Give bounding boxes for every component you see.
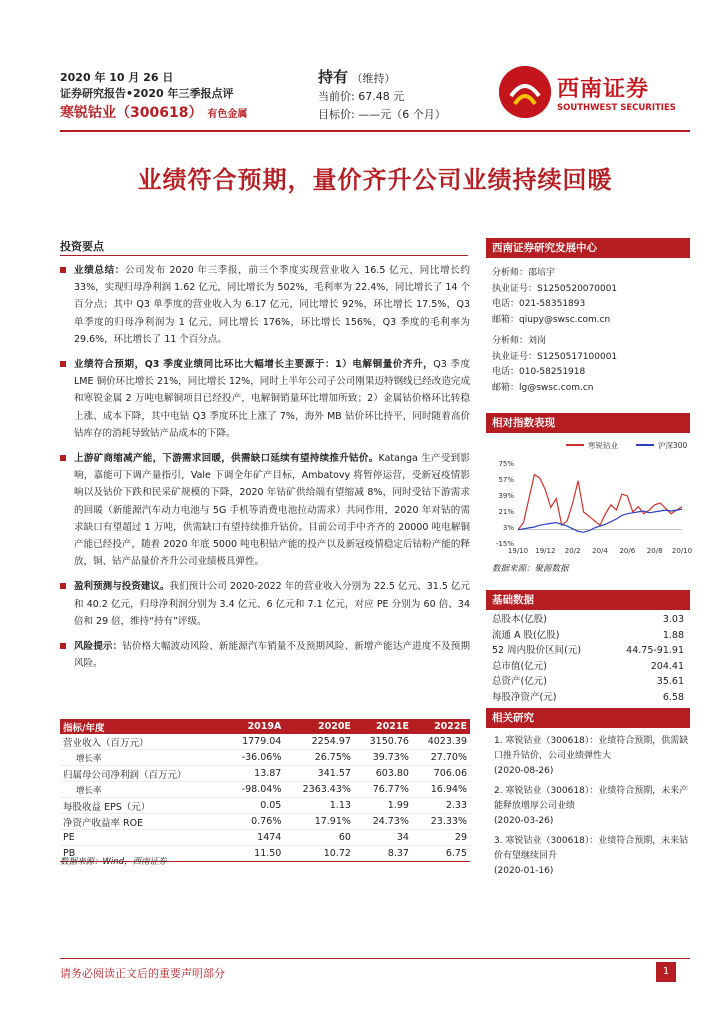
- y-tick-label: 21%: [498, 508, 514, 516]
- header-divider: [60, 130, 690, 132]
- x-tick-label: 19/10: [507, 547, 529, 555]
- research-item[interactable]: 3. 寒锐钴业（300618）：业绩符合预期，未来钴价有望继续回升 (2020-01-16): [494, 836, 689, 876]
- sidebar-index: [486, 413, 693, 574]
- table-row: 营业收入（百万元） 1779.04 2254.97 3150.76 4023.39: [60, 734, 470, 750]
- x-tick-label: 20/4: [592, 547, 608, 555]
- basic-data-row: 总资产(亿元) 35.61: [492, 676, 684, 687]
- report-meta: [60, 70, 247, 123]
- y-tick-label: -15%: [495, 540, 514, 548]
- x-tick-label: 20/6: [619, 547, 636, 555]
- x-tick-label: 20/10: [671, 547, 693, 555]
- logo-en: SOUTHWEST SECURITIES: [557, 103, 676, 113]
- analyst-2: 分析师：刘岗 执业证号：S1250517100001 电话：010-58251918 邮箱：lg@swsc.com.cn: [492, 336, 618, 393]
- table-row: 每股收益 EPS（元） 0.05 1.13 1.99 2.33: [60, 798, 470, 814]
- x-tick-label: 19/12: [535, 547, 556, 555]
- table-row: PE 1474 60 34 29: [60, 830, 470, 846]
- relative-index-chart: [486, 433, 693, 558]
- sidebar-research: [486, 708, 690, 884]
- current-price-label: 当前价:: [318, 90, 355, 103]
- basic-data-row: 总市值(亿元) 204.41: [492, 660, 684, 672]
- logo-cn: 西南证券: [557, 77, 650, 102]
- report-date: 2020 年 10 月 26 日: [60, 71, 174, 84]
- research-title: 相关研究: [486, 708, 690, 728]
- legend-label: 寒锐钴业: [588, 441, 618, 450]
- table-row: 增长率 -36.06% 26.75% 39.73% 27.70%: [60, 750, 470, 766]
- y-tick-label: 57%: [498, 476, 514, 484]
- target-price-label: 目标价:: [318, 108, 355, 121]
- analyst-1: 分析师：邵培宇 执业证号：S1250520070001 电话：021-58351893 邮箱：qiupy@swsc.com.cn: [492, 268, 618, 325]
- bullet-item: 上游矿商缩减产能，下游需求回暖，供需缺口延续有望持续推升钴价。Katanga 生产受到影响，嘉能可下调产量指引，Vale 下调全年矿产目标，Ambatovy 将暂停运营，受新冠疫情影响以及钴价下跌和民采矿规模的下降，2020 年钴矿供给端有望缩减 8%，同时受钴下游需求的回暖（新能源汽车动力电池与 5G 手机等消费电池拉动需求）共同作用，2020 年对钴的需求缺口有望超过 1 万吨，供需缺口有望持续推升钴价。目前公司手中齐齐的 20000 吨电解铜产能已经投产，随着 2020 年底 5000 吨电积钴产能的投产以及新冠疫情稳定后钴粉产能的释放，铜、钴产品量价齐升公司业绩极具弹性。: [60, 450, 470, 570]
- rating-block: [318, 68, 446, 124]
- bullet-item: 盈利预测与投资建议。我们预计公司 2020-2022 年的营业收入分别为 22.5 亿元、31.5 亿元和 40.2 亿元，归母净利润分别为 3.4 亿元、6 亿元和 7.1 亿元，对应 PE 分别为 60 倍、34 倍和 29 倍，维持“持有”评级。: [60, 578, 470, 630]
- logo-emblem-icon: [499, 66, 551, 118]
- y-tick-label: 75%: [498, 460, 514, 468]
- company-name: 寒锐钴业（300618）: [60, 105, 203, 121]
- series-line: [518, 509, 682, 532]
- bullet-item: 业绩符合预期，Q3 季度业绩同比环比大幅增长主要源于：1）电解铜量价齐升，Q3 季度 LME 铜价环比增长 21%，同比增长 12%，同时上半年公司子公司刚果迈特钢线已经改造完成和寒锐金属 2 万吨电解铜项目已经投产，电解铜销量环比增加所致；2）金属钴价格环比转稳上涨、成本下降，其中电钴 Q3 季度环比上涨了 7%，海外 MB 钴价环比持平，同时随着高价钴库存的消耗导致钴产品成本的下降。: [60, 356, 470, 442]
- center-title: 西南证券研究发展中心: [486, 238, 690, 258]
- target-price: ——元（6 个月）: [358, 108, 446, 121]
- sidebar-basic: [486, 590, 690, 705]
- table-row: 净资产收益率 ROE 0.76% 17.91% 24.73% 23.33%: [60, 814, 470, 830]
- rating: 持有: [318, 68, 349, 86]
- bullet-item: 风险提示：钴价格大幅波动风险、新能源汽车销量不及预期风险、新增产能达产进度不及预期风险。: [60, 638, 470, 672]
- sidebar-analysts: [486, 238, 690, 396]
- series-line: [518, 475, 682, 530]
- summary-heading: 投资要点: [60, 240, 104, 253]
- current-price: 67.48 元: [358, 90, 405, 103]
- company-line: [60, 105, 247, 123]
- financial-table: [60, 719, 470, 862]
- basic-data-row: 每股净资产(元) 6.58: [492, 691, 684, 703]
- research-item[interactable]: 2. 寒锐钴业（300618）：业绩符合预期，未来产能释放增厚公司业绩 (2020-03-26): [494, 786, 689, 826]
- basic-data-row: 流通 A 股(亿股) 1.88: [492, 629, 684, 641]
- footer-notice: 请务必阅读正文后的重要声明部分: [60, 967, 225, 980]
- x-tick-label: 20/8: [646, 547, 663, 555]
- footer-divider: [60, 958, 690, 959]
- basic-data-row: 总股本(亿股) 3.03: [492, 614, 684, 625]
- basic-title: 基础数据: [486, 590, 690, 610]
- page-number: 1: [656, 962, 676, 982]
- table-row: 归属母公司净利润（百万元） 13.87 341.57 603.80 706.06: [60, 766, 470, 782]
- y-tick-label: 3%: [502, 524, 514, 532]
- table-row: PB 11.50 10.72 8.37 6.75: [60, 846, 470, 862]
- index-title: 相对指数表现: [486, 413, 690, 433]
- table-source: 数据来源：Wind，西南证券: [60, 857, 167, 867]
- summary-bullets: [60, 262, 470, 680]
- rating-note: （维持）: [351, 72, 396, 85]
- table-row: 增长率 -98.04% 2363.43% 76.77% 16.94%: [60, 782, 470, 798]
- y-tick-label: 39%: [498, 492, 514, 500]
- x-tick-label: 20/2: [564, 547, 581, 555]
- report-type: 证券研究报告•2020 年三季报点评: [60, 87, 234, 100]
- index-source: 数据来源：聚源数据: [492, 564, 569, 574]
- table-header-row: 指标/年度 2019A 2020E 2021E 2022E: [60, 719, 470, 734]
- report-title: 业绩符合预期，量价齐升公司业绩持续回暖: [137, 166, 613, 194]
- summary-divider: [60, 255, 468, 256]
- research-item[interactable]: 1. 寒锐钴业（300618）：业绩符合预期，供需缺口推升钴价，公司业绩弹性大 (2020-08-26): [494, 736, 689, 776]
- bullet-item: 业绩总结：公司发布 2020 年三季报，前三个季度实现营业收入 16.5 亿元，同比增长约 33%，实现归母净利润 1.62 亿元，同比增长为 502%，毛利率为 22.4%，同比增长了 14 个百分点；其中 Q3 单季度的营业收入为 6.17 亿元，同比增长 92%，环比增长 17.5%，Q3 单季度的归母净利润为 1 亿元，同比增长 176%，环比增长 156%，Q3 季度的毛利率为 29.6%，环比增长了 11 个百分点。: [60, 262, 470, 348]
- sector: 有色金属: [207, 109, 248, 120]
- legend-label: 沪深300: [658, 441, 688, 450]
- basic-data-row: 52 周内股价区间(元) 44.75-91.91: [492, 645, 684, 656]
- brand-logo: [499, 66, 699, 126]
